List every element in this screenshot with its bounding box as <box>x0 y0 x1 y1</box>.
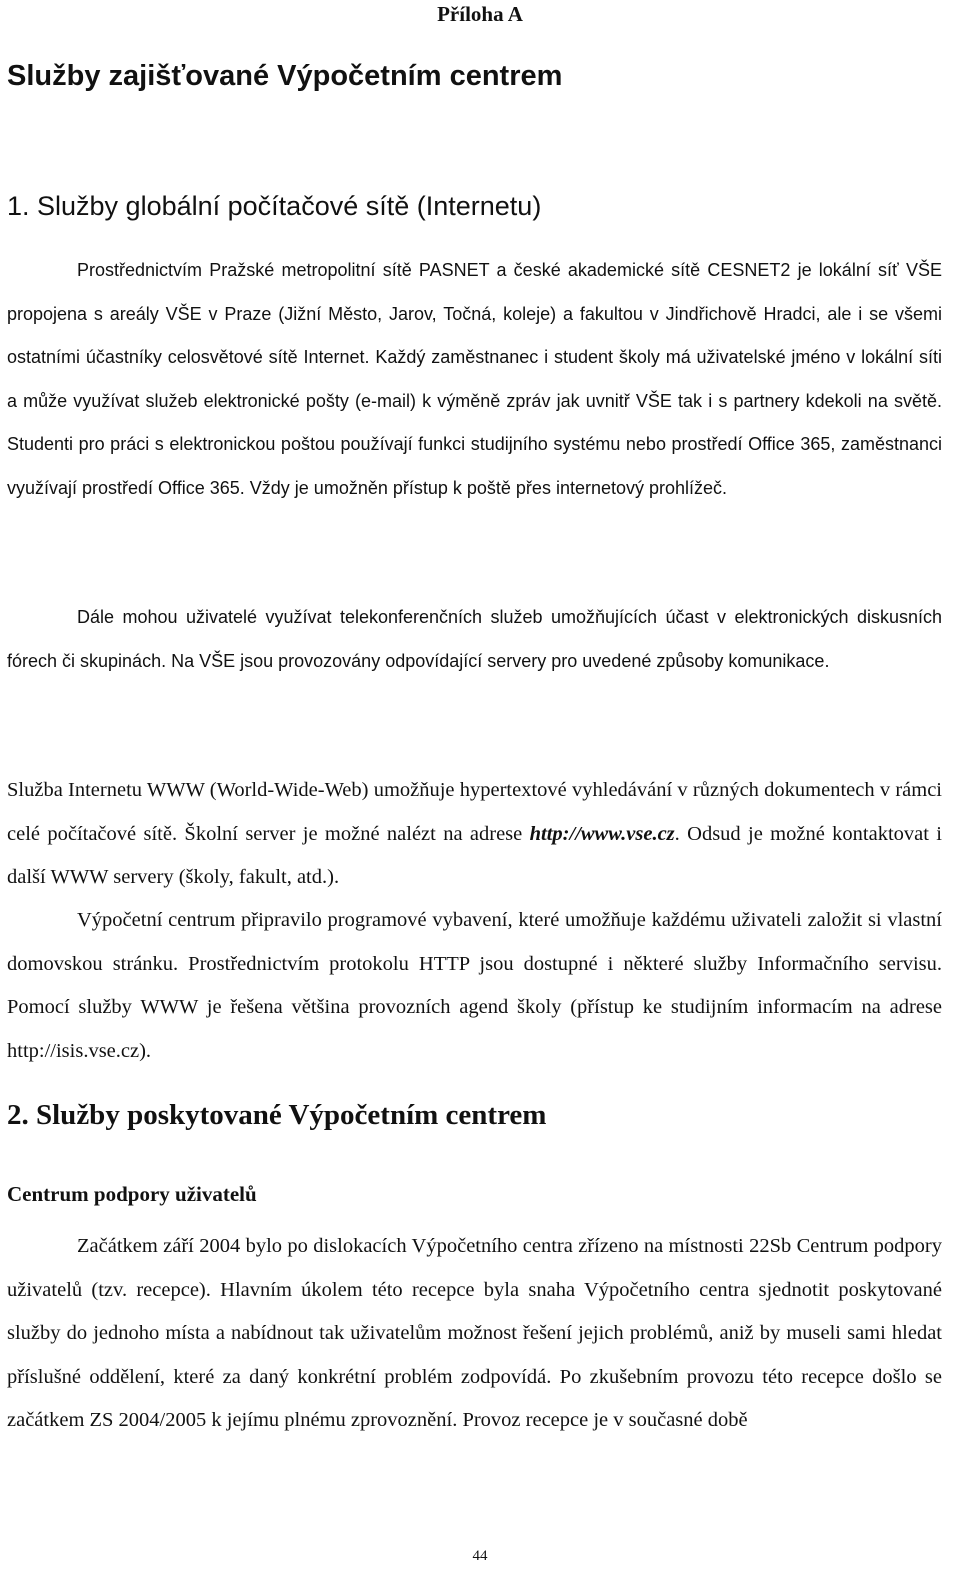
section-2-paragraph-1: Začátkem září 2004 bylo po dislokacích Výpočetního centra zřízeno na místnosti 22Sb Centrum podpory uživatelů (tzv. recepce). Hlavním úkolem této recepce byla snaha Výpočetního centra sjednotit poskytované služby do jednoho místa a nabídnout tak uživatelům možnost řešení jejich problémů, aniž by museli sami hledat příslušné oddělení, které za daný konkrétní problém zodpovídá. Po zkušebním provozu této recepce došlo se začátkem ZS 2004/2005 k jejímu plnému zprovoznění. Provoz recepce je v současné době <box>7 1235 942 1431</box>
section-1-paragraph-2: Dále mohou uživatelé využívat telekonferenčních služeb umožňujících účast v elektronických diskusních fórech či skupinách. Na VŠE jsou provozovány odpovídající servery pro uvedené způsoby komunikace. <box>7 607 942 671</box>
page-title: Služby zajišťované Výpočetním centrem <box>7 60 563 92</box>
section-2-heading: 2. Služby poskytované Výpočetním centrem <box>7 1099 547 1131</box>
user-support-center-heading: Centrum podpory uživatelů <box>7 1182 257 1206</box>
page-number: 44 <box>472 1548 488 1564</box>
section-1-paragraph-1: Prostřednictvím Pražské metropolitní sítě PASNET a české akademické sítě CESNET2 je lokální síť VŠE propojena s areály VŠE v Praze (Jižní Město, Jarov, Točná, koleje) a fakultou v Jindřichově Hradci, ale i se všemi ostatními účastníky celosvětové sítě Internet. Každý zaměstnanec i student školy má uživatelské jméno v lokální síti a může využívat služeb elektronické pošty (e-mail) k výměně zpráv jak uvnitř VŠE tak i s partnery kdekoli na světě. Studenti pro práci s elektronickou poštou používají funkci studijního systému nebo prostředí Office 365, zaměstnanci využívají prostředí Office 365. Vždy je umožněn přístup k poště přes internetový prohlížeč. <box>7 260 942 498</box>
section-1-paragraph-3 <box>7 769 942 900</box>
section-1-paragraph-4: Výpočetní centrum připravilo programové vybavení, které umožňuje každému uživateli založit si vlastní domovskou stránku. Prostřednictvím protokolu HTTP jsou dostupné i některé služby Informačního servisu. Pomocí služby WWW je řešena většina provozních agend školy (přístup ke studijním informacím na adrese http://isis.vse.cz). <box>7 909 942 1062</box>
paragraph-3-text-start: Služba Internetu WWW (World-Wide-Web) umožňuje hypertextové vyhledávání v různých dokumentech v rámci celé počítačové sítě. Školní server je možné nalézt na adrese <box>7 779 942 845</box>
paragraph-3-text-end: . Odsud je možné kontaktovat i další WWW servery (školy, fakult, atd.). <box>7 822 943 888</box>
school-server-link[interactable]: http://www.vse.cz <box>529 822 675 845</box>
section-1-heading: 1. Služby globální počítačové sítě (Internetu) <box>7 191 542 221</box>
appendix-label: Příloha A <box>437 2 523 26</box>
